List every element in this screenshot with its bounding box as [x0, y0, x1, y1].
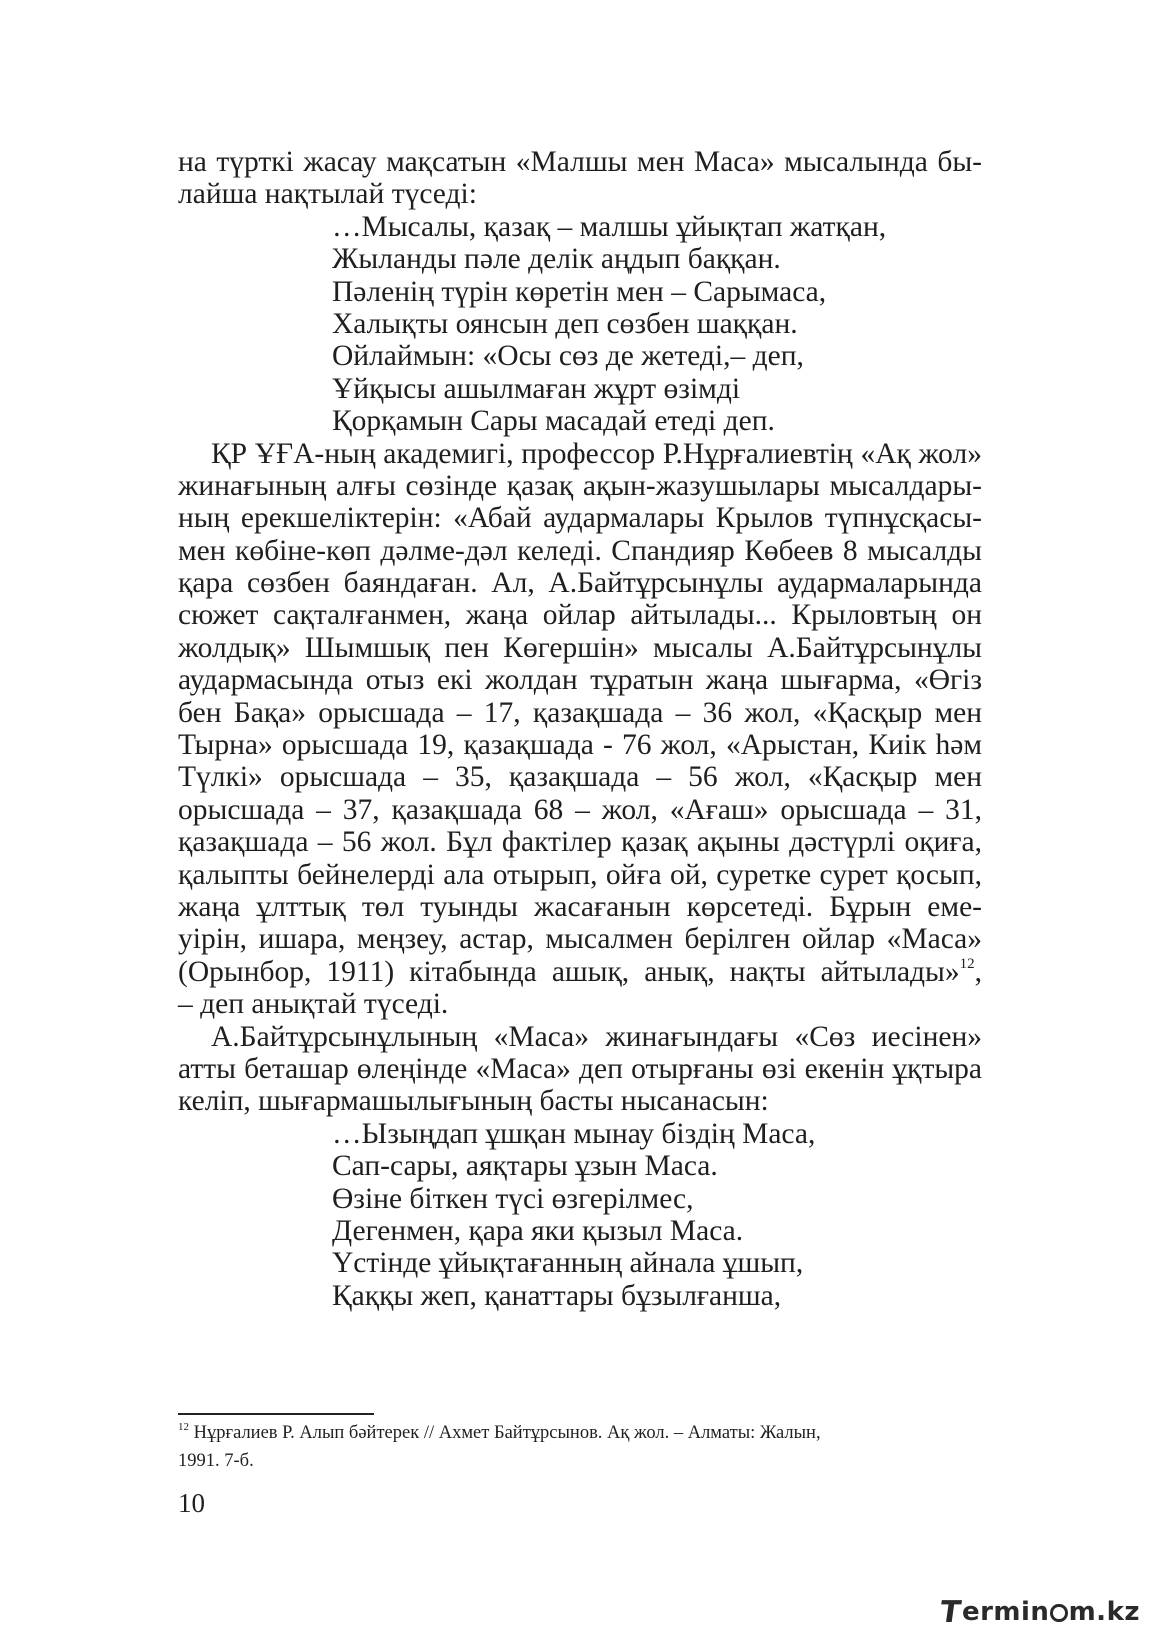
verse-line: Қорқамын Сары масадай етеді деп.: [332, 405, 775, 438]
watermark-logo: [937, 1594, 1140, 1630]
text-line: қалыпты бейнелерді ала отырып, ойға ой, суретке сурет қосып,: [178, 858, 982, 891]
verse-line: Дегенмен, қара яки қызыл Маса.: [332, 1214, 744, 1247]
footnote-line: 1991. 7-б.: [178, 1451, 254, 1471]
text-span: (Орынбор, 1911) кітабында ашық, анық, нақты айтылады»: [178, 955, 960, 988]
watermark-text: m.kz: [1068, 1597, 1140, 1627]
text-line: сюжет сақталғанмен, жаңа ойлар айтылады... Крыловтың он: [178, 599, 982, 632]
text-line: Тырна» орысшада 19, қазақшада - 76 жол, «Арыстан, Киік һәм: [178, 729, 982, 762]
text-line: қара сөзбен баяндаған. Ал, А.Байтұрсынұлы аудармаларында: [178, 567, 982, 600]
verse-line: Ойлаймын: «Осы сөз де жетеді,– деп,: [332, 340, 804, 373]
verse-line: Қаққы жеп, қанаттары бұзылғанша,: [332, 1279, 782, 1312]
text-span: ,: [974, 955, 982, 988]
verse-line: Үстінде ұйықтағанның айнала ұшып,: [332, 1247, 804, 1280]
text-line: жаңа ұлттық төл туынды жасағанын көрсетеді. Бұрын еме-: [178, 890, 982, 923]
verse-line: Ұйқысы ашылмаған жұрт өзімді: [332, 372, 741, 405]
footnote: [178, 1419, 968, 1475]
verse-line: …Мысалы, қазақ – малшы ұйықтап жатқан,: [332, 210, 887, 243]
text-line: қазақшада – 56 жол. Бұл фактілер қазақ ақыны дәстүрлі оқиға,: [178, 826, 982, 859]
text-line-with-footnote-ref: [178, 956, 982, 988]
footnote-number: 12: [178, 1421, 189, 1433]
text-line: Түлкі» орысшада – 35, қазақшада – 56 жол, «Қасқыр мен: [178, 761, 982, 794]
verse-line: Сап-сары, аяқтары ұзын Маса.: [332, 1150, 718, 1183]
footnote-divider: [178, 1413, 374, 1415]
page-body: [178, 146, 982, 1312]
magnifier-icon: [1050, 1604, 1067, 1622]
text-line: – деп анықтай түседі.: [178, 988, 449, 1021]
footnote-line: [178, 1419, 968, 1447]
verse-line: Пәленің түрін көретін мен – Сарымаса,: [332, 275, 827, 308]
verse-line: Халықты оянсын деп сөзбен шаққан.: [332, 307, 798, 340]
footnote-ref: 12: [959, 955, 975, 972]
text-line: мен көбіне-көп дәлме-дәл келеді. Спандияр Көбеев 8 мысалды: [178, 534, 982, 567]
footnote-text: Нұрғалиев Р. Алып бәйтерек // Ахмет Байтұрсынов. Ақ жол. – Алматы: Жалын,: [189, 1423, 821, 1443]
text-line: А.Байтұрсынұлының «Маса» жинағындағы «Сөз иесінен»: [211, 1020, 982, 1053]
verse-line: Жыланды пәле делік аңдып баққан.: [332, 243, 781, 276]
text-line: бен Бақа» орысшада – 17, қазақшада – 36 жол, «Қасқыр мен: [178, 696, 982, 729]
page-number: 10: [178, 1488, 205, 1518]
text-line: жинағының алғы сөзінде қазақ ақын-жазушылары мысалдары-: [178, 469, 982, 502]
verse-line: …Ызыңдап ұшқан мынау біздің Маса,: [332, 1117, 816, 1150]
watermark-text: ermin: [961, 1597, 1050, 1627]
text-line: аудармасында отыз екі жолдан тұратын жаңа шығарма, «Өгіз: [178, 664, 982, 697]
verse-line: Өзіне біткен түсі өзгерілмес,: [332, 1182, 694, 1215]
text-line: келіп, шығармашылығының басты нысанасын:: [178, 1085, 769, 1118]
text-line: ҚР ҰҒА-ның академигі, профессор Р.Нұрғалиевтің «Ақ жол»: [211, 437, 982, 470]
text-line: атты беташар өлеңінде «Маса» деп отырғаны өзі екенін ұқтыра: [178, 1052, 982, 1085]
text-line: лайша нақтылай түседі:: [178, 178, 477, 211]
watermark-letter: T: [937, 1594, 964, 1630]
text-line: на түрткі жасау мақсатын «Малшы мен Маса» мысалында бы-: [178, 146, 982, 178]
text-line: жолдық» Шымшық пен Көгершін» мысалы А.Байтұрсынұлы: [178, 631, 982, 664]
text-line: уірін, ишара, меңзеу, астар, мысалмен берілген ойлар «Маса»: [178, 923, 982, 956]
text-line: ның ерекшеліктерін: «Абай аудармалары Крылов түпнұсқасы-: [178, 502, 982, 535]
text-line: орысшада – 37, қазақшада 68 – жол, «Ағаш» орысшада – 31,: [178, 793, 982, 826]
